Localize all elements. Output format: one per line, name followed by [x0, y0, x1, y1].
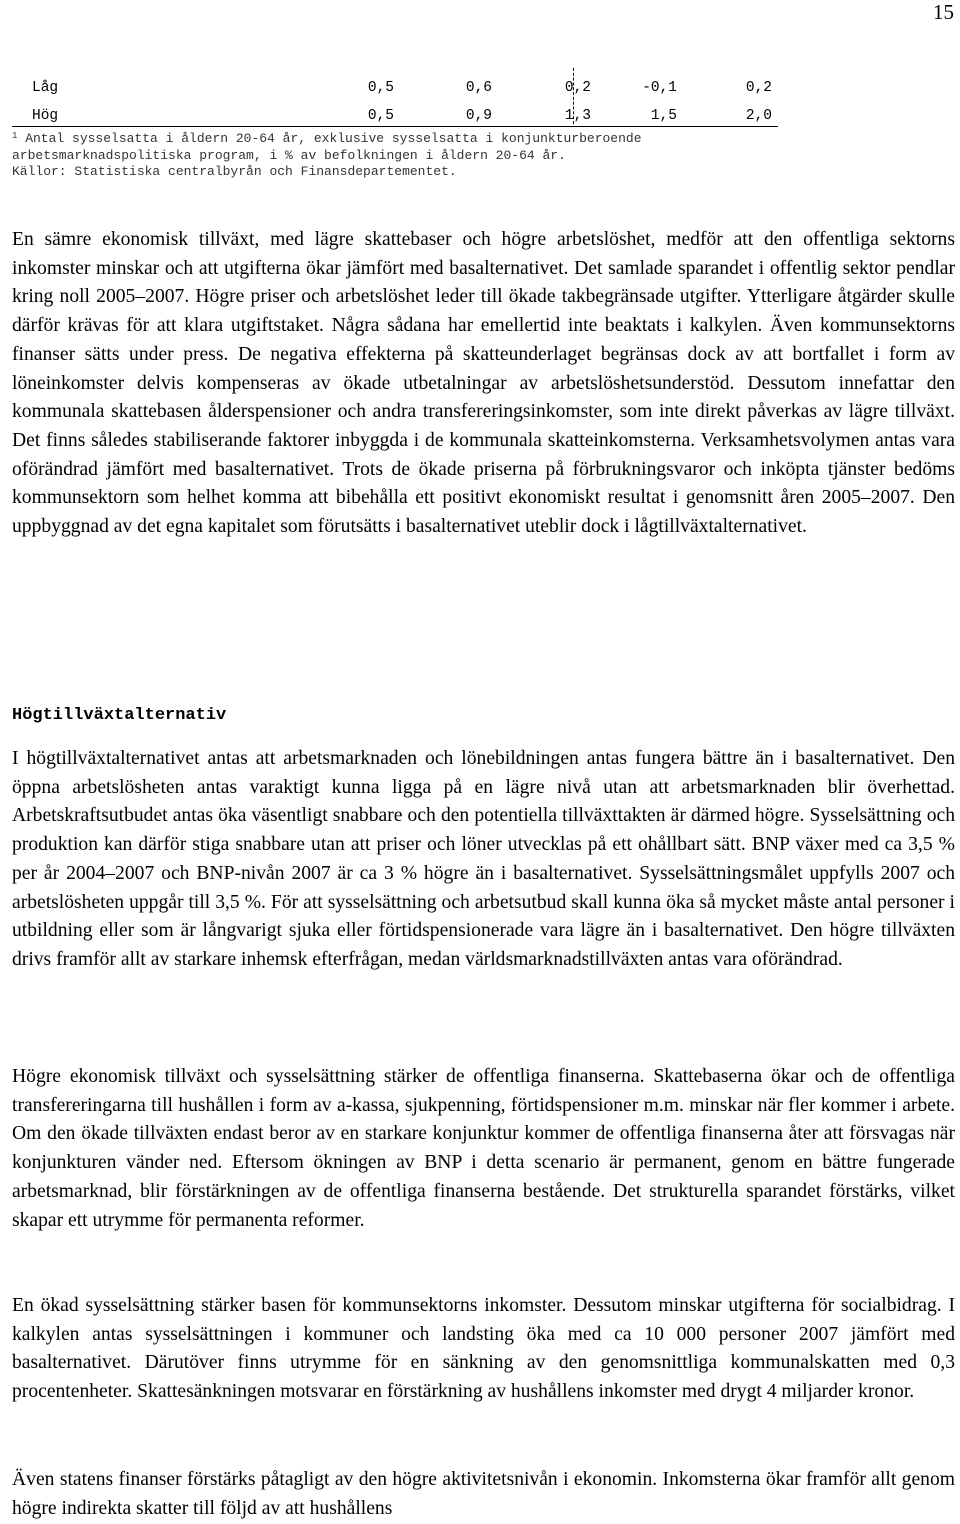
table-cell: 0,9 [465, 108, 492, 124]
paragraph-1: En sämre ekonomisk tillväxt, med lägre skattebaser och högre arbetslöshet, medför att den offentliga sektorns inkomster minskar och att utgifterna ökar jämfört med basalternativet. Det samlade sparandet i offentlig sektor pendlar kring noll 2005–2007. Högre priser och arbetslöshet leder till ökade takbegränsade utgifter. Ytterligare åtgärder skulle därför krävas för att klara utgiftstaket. Några sådana har emellertid inte beaktats i kalkylen. Även kommunsektorns finanser sätts under press. De negativa effekterna på skatteunderlaget begränsas dock av att bortfallet i form av löneinkomster delvis kompenseras av ökade utbetalningar av arbetslöshetsunderstöd. Dessutom innefattar den kommunala skattebasen ålderspensioner och andra transfereringsinkomster, som inte direkt påverkas av lägre tillväxt. Det finns således stabiliserande faktorer inbyggda i de kommunala skatteinkomsterna. Verksamhetsvolymen antas vara oförändrad jämfört med basalternativet. Trots de ökade priserna på förbrukningsvaror och inköpta tjänster bedöms kommunsektorn som helhet komma att bibehålla ett positivt ekonomiskt resultat i genomsnitt åren 2005–2007. Den uppbyggnad av det egna kapitalet som förutsätts i basalternativet uteblir dock i lågtillväxtalternativet. [12, 229, 955, 538]
table-notes [12, 131, 802, 181]
footnote-text: Antal sysselsatta i åldern 20-64 år, exklusive sysselsatta i konjunkturberoende arbetsmarknadspolitiska program, i % av befolkningen i åldern 20-64 år. [12, 131, 642, 163]
table-bottom-rule [12, 126, 778, 127]
column-divider [573, 68, 574, 124]
footnote [12, 131, 802, 164]
table-row-lag [12, 74, 778, 102]
source-note: Källor: Statistiska centralbyrån och Finansdepartementet. [12, 164, 457, 180]
paragraph-2: I högtillväxtalternativet antas att arbetsmarknaden och lönebildningen antas fungera bättre än i basalternativet. Den öppna arbetslösheten antas varaktigt kunna ligga på en lägre nivå utan att arbetsmarknaden blir överhettad. Arbetskraftsutbudet antas öka väsentligt snabbare och den potentiella tillväxttakten är därmed högre. Sysselsättning och produktion kan därför stiga snabbare utan att priser och löner utvecklas på ett ohållbart sätt. BNP växer med ca 3,5 % per år 2004–2007 och BNP-nivån 2007 är ca 3 % högre än i basalternativet. Sysselsättningsmålet uppfylls 2007 och arbetslösheten uppgår till 3,5 %. För att sysselsättning och arbetsutbud skall kunna öka så mycket måste antal personer i utbildning eller som är långvarigt sjuka eller förtidspensionerade vara lägre än i basalternativet. Den högre tillväxten drivs framför allt av starkare inhemsk efterfrågan, medan världsmarknadstillväxten antas vara oförändrad. [12, 748, 955, 970]
page-number: 15 [933, 0, 954, 24]
table-cell: 0,5 [367, 80, 394, 96]
data-table [12, 74, 778, 130]
table-cell: -0,1 [642, 80, 677, 96]
table-cell: 0,6 [465, 80, 492, 96]
footnote-mark: 1 [12, 131, 18, 141]
row-label: Hög [32, 108, 59, 124]
table-cell: 0,5 [367, 108, 394, 124]
paragraph-4: En ökad sysselsättning stärker basen för kommunsektorns inkomster. Dessutom minskar utgifterna för socialbidrag. I kalkylen antas sysselsättningen i kommuner och landsting öka med ca 10 000 personer 2007 jämfört med basalternativet. Därutöver finns utrymme för en sänkning av den genomsnittliga kommunalskatten med 0,3 procentenheter. Skattesänkningen motsvarar en förstärkning av hushållens inkomster med drygt 4 miljarder kronor. [12, 1295, 955, 1403]
table-cell: 1,3 [564, 108, 591, 124]
row-label: Låg [32, 80, 59, 96]
table-cell: 2,0 [745, 108, 772, 124]
table-cell: 1,5 [650, 108, 677, 124]
paragraph-3: Högre ekonomisk tillväxt och sysselsättning stärker de offentliga finanserna. Skattebaserna ökar och de offentliga transfereringarna till hushållen i form av a-kassa, sjukpenning, förtidspensioner m.m. minskar när fler kommer i arbete. Om den ökade tillväxten endast beror av en starkare konjunktur kommer de offentliga finanserna åter att försvagas när konjunkturen vänder ned. Eftersom ökningen av BNP i detta scenario är permanent, genom en bättre fungerade arbetsmarknad, blir förstärkningen av de offentliga finanserna bestående. Det strukturella sparandet förstärks, vilket skapar ett utrymme för permanenta reformer. [12, 1066, 955, 1231]
table-cell: 0,2 [745, 80, 772, 96]
section-heading: Högtillväxtalternativ [12, 706, 227, 725]
paragraph-5: Även statens finanser förstärks påtagligt av den högre aktivitetsnivån i ekonomin. Inkomsterna ökar framför allt genom högre indirekta skatter till följd av att hushållens [12, 1469, 955, 1519]
table-cell: 0,2 [564, 80, 591, 96]
